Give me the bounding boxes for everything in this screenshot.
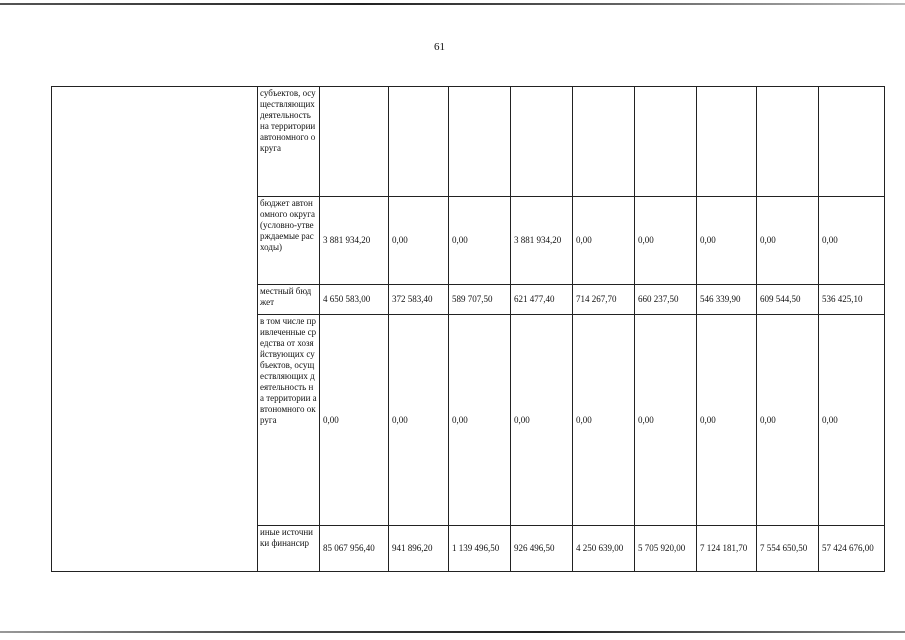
table-cell	[449, 87, 511, 197]
table-cell: 0,00	[573, 315, 635, 526]
table-cell: 0,00	[320, 315, 389, 526]
table-cell	[389, 87, 449, 197]
scan-bottom-edge	[0, 631, 905, 633]
row-label: субъектов, осуществляющих деятельность на территории автономного округа	[258, 87, 320, 197]
table-cell: 609 544,50	[757, 285, 819, 315]
table-cell	[320, 87, 389, 197]
table-cell: 926 496,50	[511, 526, 573, 572]
table-cell: 4 650 583,00	[320, 285, 389, 315]
table-cell: 0,00	[511, 315, 573, 526]
table-cell	[697, 87, 757, 197]
row-label: иные источники финансир	[258, 526, 320, 572]
table-cell	[757, 87, 819, 197]
table-cell: 372 583,40	[389, 285, 449, 315]
scan-top-edge	[0, 3, 905, 5]
table-cell: 0,00	[449, 315, 511, 526]
row-label: бюджет автономного округа (условно-утверждаемые расходы)	[258, 197, 320, 285]
table-cell: 0,00	[819, 315, 885, 526]
table-cell: 0,00	[635, 315, 697, 526]
budget-table	[51, 86, 885, 572]
table-cell: 660 237,50	[635, 285, 697, 315]
table-cell: 7 124 181,70	[697, 526, 757, 572]
table-cell: 5 705 920,00	[635, 526, 697, 572]
table-cell: 0,00	[389, 197, 449, 285]
table-cell: 0,00	[757, 315, 819, 526]
table-cell: 3 881 934,20	[511, 197, 573, 285]
table-cell: 0,00	[389, 315, 449, 526]
row-label: местный бюджет	[258, 285, 320, 315]
empty-left-cell	[52, 87, 258, 572]
table-cell: 621 477,40	[511, 285, 573, 315]
table-cell: 941 896,20	[389, 526, 449, 572]
table-cell: 0,00	[635, 197, 697, 285]
table-cell	[635, 87, 697, 197]
table-cell: 4 250 639,00	[573, 526, 635, 572]
row-label: в том числе привлеченные средства от хозяйствующих субъектов, осуществляющих деятельность на территории автономного округа	[258, 315, 320, 526]
table-cell: 1 139 496,50	[449, 526, 511, 572]
table-cell: 589 707,50	[449, 285, 511, 315]
table-cell: 714 267,70	[573, 285, 635, 315]
table-cell: 0,00	[819, 197, 885, 285]
table-cell: 7 554 650,50	[757, 526, 819, 572]
table-cell	[511, 87, 573, 197]
table-cell: 0,00	[697, 197, 757, 285]
table-cell: 57 424 676,00	[819, 526, 885, 572]
table-cell: 0,00	[697, 315, 757, 526]
page-number: 61	[434, 41, 445, 53]
table-cell	[819, 87, 885, 197]
table-cell: 546 339,90	[697, 285, 757, 315]
table-cell: 0,00	[757, 197, 819, 285]
table-cell: 536 425,10	[819, 285, 885, 315]
table-cell: 0,00	[573, 197, 635, 285]
table-row	[52, 87, 885, 197]
table-cell: 3 881 934,20	[320, 197, 389, 285]
table-cell	[573, 87, 635, 197]
table-cell: 85 067 956,40	[320, 526, 389, 572]
table-cell: 0,00	[449, 197, 511, 285]
